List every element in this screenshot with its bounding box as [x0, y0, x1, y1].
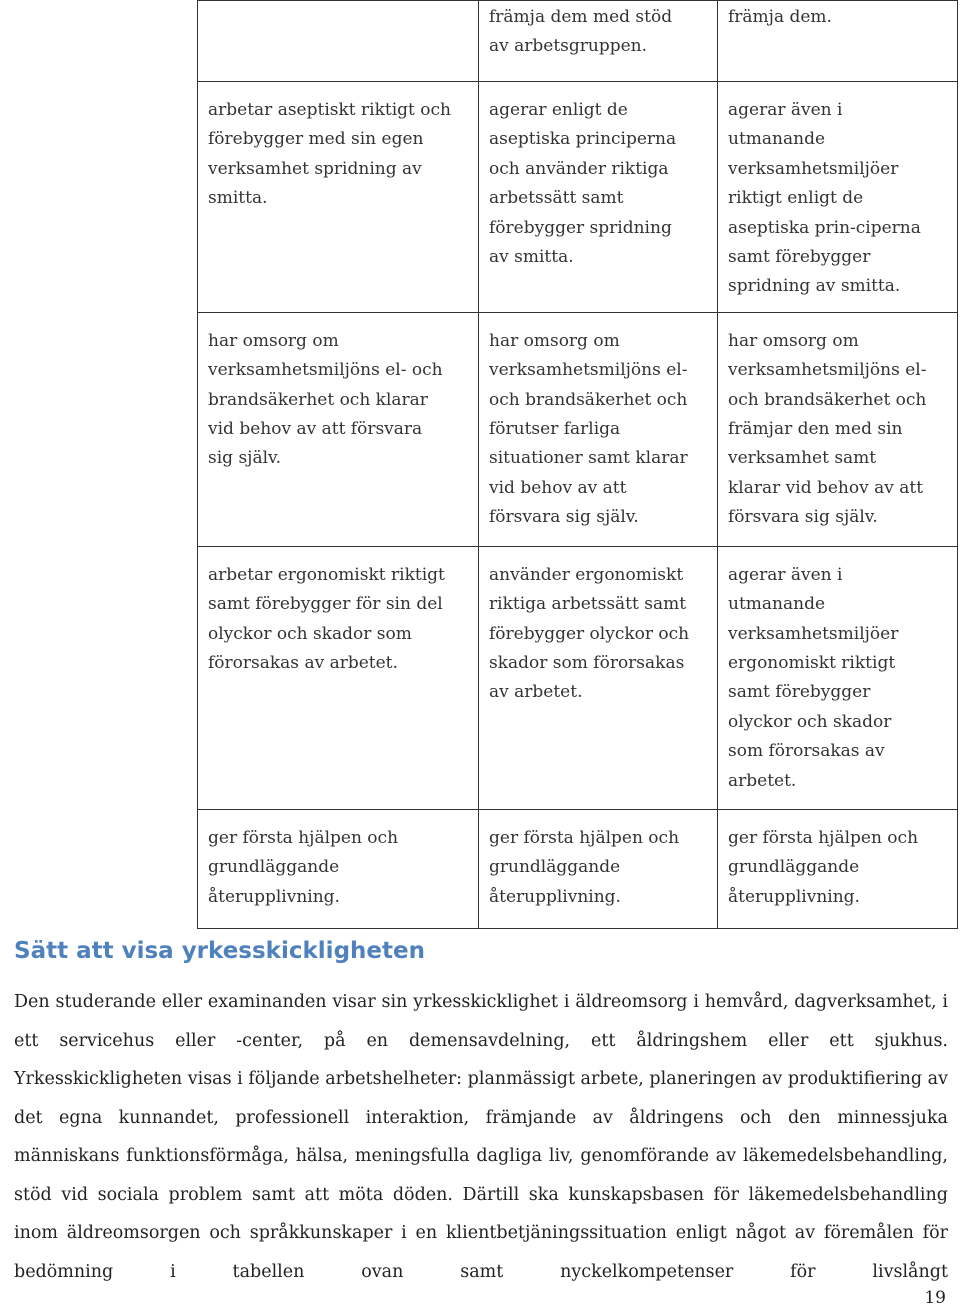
table-row: [198, 546, 958, 809]
table-cell: agerar även i utmanande verksamhetsmiljöer ergonomiskt riktigt samt förebygger olyckor och skador som förorsakas av arbetet.: [718, 546, 958, 809]
table-cell: arbetar aseptiskt riktigt och förebygger med sin egen verksamhet spridning av smitta.: [198, 82, 479, 313]
section-heading: Sätt att visa yrkesskickligheten: [14, 938, 425, 964]
table-row: [198, 312, 958, 546]
page-number: 19: [924, 1288, 946, 1308]
table-row: [198, 1, 958, 82]
table-cell: ger första hjälpen och grundläggande återupplivning.: [198, 809, 479, 928]
table-cell: har omsorg om verksamhetsmiljöns el- och brandsäkerhet och förutser farliga situationer samt klarar vid behov av att försvara sig själv.: [479, 312, 718, 546]
table-cell: har omsorg om verksamhetsmiljöns el- och brandsäkerhet och klarar vid behov av att försvara sig själv.: [198, 312, 479, 546]
table-cell: ger första hjälpen och grundläggande återupplivning.: [718, 809, 958, 928]
table-cell: använder ergonomiskt riktiga arbetssätt samt förebygger olyckor och skador som förorsakas av arbetet.: [479, 546, 718, 809]
assessment-criteria-table: [197, 0, 958, 929]
table-cell: agerar enligt de aseptiska principerna och använder riktiga arbetssätt samt förebygger spridning av smitta.: [479, 82, 718, 313]
table-cell: ger första hjälpen och grundläggande återupplivning.: [479, 809, 718, 928]
table-cell: har omsorg om verksamhetsmiljöns el- och brandsäkerhet och främjar den med sin verksamhet samt klarar vid behov av att försvara sig själv.: [718, 312, 958, 546]
table-cell: [198, 1, 479, 82]
table-row: [198, 82, 958, 313]
table-cell: agerar även i utmanande verksamhetsmiljöer riktigt enligt de aseptiska prin-ciperna samt förebygger spridning av smitta.: [718, 82, 958, 313]
table-row: [198, 809, 958, 928]
table-cell: främja dem med stöd av arbetsgruppen.: [479, 1, 718, 82]
table-cell: arbetar ergonomiskt riktigt samt förebygger för sin del olyckor och skador som förorsakas av arbetet.: [198, 546, 479, 809]
table-cell: främja dem.: [718, 1, 958, 82]
body-paragraph: Den studerande eller examinanden visar sin yrkesskicklighet i äldreomsorg i hemvård, dagverksamhet, i ett servicehus eller -center, på en demensavdelning, ett åldringshem eller ett sjukhus. Yrkesskickligheten visas i följande arbetshelheter: planmässigt arbete, planeringen av produktifiering av det egna kunnandet, professionell interaktion, främjande av åldringens och den minnessjuka människans funktionsförmåga, hälsa, meningsfulla dagliga liv, genomförande av läkemedelsbehandling, stöd vid sociala problem samt att möta döden. Därtill ska kunskapsbasen för läkemedelsbehandling inom äldreomsorgen och språkkunskaper i en klientbetjäningssituation enligt något av föremålen för bedömning i tabellen ovan samt nyckelkompetenser för livslångt: [14, 992, 948, 1282]
